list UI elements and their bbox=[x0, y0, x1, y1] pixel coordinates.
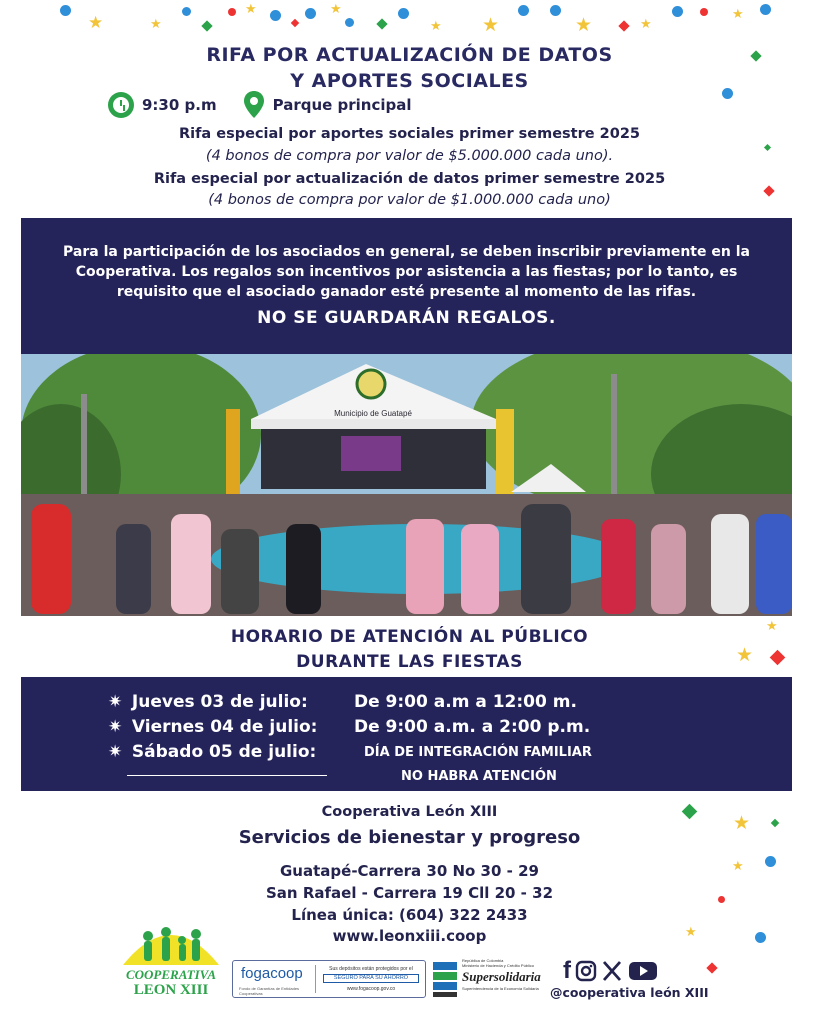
hours-time-thursday: De 9:00 a.m a 12:00 m. bbox=[354, 692, 577, 712]
fogacoop-text1: Sus depósitos están protegidos por el bbox=[329, 966, 413, 972]
clock-icon bbox=[108, 92, 134, 118]
location-pin-icon bbox=[243, 90, 265, 120]
logo-text-line1: COOPERATIVA bbox=[125, 967, 217, 982]
hours-row-thursday bbox=[108, 692, 308, 712]
supersolidaria-sub: Superintendencia de la Economía Solidaria bbox=[462, 986, 539, 991]
rifa-1-detail: (4 bonos de compra por valor de $5.000.000 cada uno). bbox=[205, 148, 614, 164]
hours-day: Jueves 03 de julio: bbox=[131, 692, 308, 712]
hours-day: Viernes 04 de julio: bbox=[131, 717, 318, 737]
supersolidaria-top: República de Colombia bbox=[462, 958, 504, 963]
x-twitter-icon[interactable] bbox=[601, 960, 623, 982]
tent-label: Municipio de Guatapé bbox=[334, 409, 412, 418]
hours-day: Sábado 05 de julio: bbox=[131, 742, 317, 762]
social-handle[interactable]: @cooperativa león XIII bbox=[550, 985, 709, 1000]
supersolidaria-name: Supersolidaria bbox=[462, 969, 541, 984]
footer-org: Cooperativa León XIII bbox=[321, 804, 498, 820]
fogacoop-url: www.fogacoop.gov.co bbox=[346, 986, 396, 992]
hours-note-saturday-1: DÍA DE INTEGRACIÓN FAMILIAR bbox=[364, 745, 592, 760]
event-info-row bbox=[108, 90, 412, 120]
event-time: 9:30 p.m bbox=[142, 96, 217, 114]
footer-slogan: Servicios de bienestar y progreso bbox=[238, 827, 581, 848]
notice-box bbox=[21, 218, 792, 354]
youtube-icon[interactable] bbox=[628, 960, 658, 982]
family-icon bbox=[118, 910, 224, 970]
notice-text: Para la participación de los asociados en general, se deben inscribir previamente en la Cooperativa. Los regalos son incentivos por asistencia a las fiestas; por lo tanto, es requisito que el asociado ganador esté presente al momento de las rifas. bbox=[63, 244, 750, 300]
instagram-icon[interactable] bbox=[575, 960, 597, 982]
footer-website[interactable]: www.leonxiii.coop bbox=[332, 927, 487, 945]
social-icons bbox=[563, 957, 658, 985]
fogacoop-logo bbox=[232, 960, 426, 998]
fogacoop-text2: SEGURO PARA SU AHORRO bbox=[323, 974, 419, 983]
hours-note-saturday-2: NO HABRA ATENCIÓN bbox=[401, 769, 557, 784]
rifa-2-detail: (4 bonos de compra por valor de $1.000.000 cada uno) bbox=[208, 192, 611, 208]
notice-warning: NO SE GUARDARÁN REGALOS. bbox=[257, 308, 556, 328]
supersolidaria-top2: Ministerio de Hacienda y Crédito Público bbox=[462, 963, 535, 968]
supersolidaria-emblem-icon bbox=[432, 960, 458, 998]
hours-title-line2: DURANTE LAS FIESTAS bbox=[296, 652, 523, 672]
footer-phone: Línea única: (604) 322 2433 bbox=[291, 906, 528, 924]
rifa-2-title: Rifa especial por actualización de datos primer semestre 2025 bbox=[153, 171, 666, 187]
event-photo-illustration bbox=[21, 354, 792, 616]
burst-icon: ✷ bbox=[108, 742, 123, 762]
hours-time-friday: De 9:00 a.m. a 2:00 p.m. bbox=[354, 717, 591, 737]
event-place: Parque principal bbox=[272, 96, 412, 114]
supersolidaria-logo bbox=[432, 958, 548, 1000]
burst-icon: ✷ bbox=[108, 717, 123, 737]
footer-address-san-rafael: San Rafael - Carrera 19 Cll 20 - 32 bbox=[266, 884, 553, 902]
event-photo bbox=[21, 354, 792, 616]
cooperativa-logo bbox=[118, 910, 224, 1002]
event-title-line2: Y APORTES SOCIALES bbox=[290, 70, 529, 92]
burst-icon: ✷ bbox=[108, 692, 123, 712]
fogacoop-sub: Fondo de Garantías de Entidades Cooperativas bbox=[239, 986, 300, 996]
hours-row-saturday bbox=[108, 742, 316, 762]
facebook-icon[interactable]: f bbox=[563, 957, 571, 984]
rifa-1-title: Rifa especial por aportes sociales primer semestre 2025 bbox=[178, 126, 640, 142]
hours-title-line1: HORARIO DE ATENCIÓN AL PÚBLICO bbox=[230, 627, 589, 647]
event-title-line1: RIFA POR ACTUALIZACIÓN DE DATOS bbox=[206, 44, 613, 66]
footer-address-guatape: Guatapé-Carrera 30 No 30 - 29 bbox=[280, 862, 539, 880]
fogacoop-name: fogacoop bbox=[241, 965, 303, 982]
hours-row-friday bbox=[108, 717, 317, 737]
logo-text-line2: LEON XIII bbox=[133, 982, 209, 998]
hours-divider bbox=[127, 775, 327, 776]
